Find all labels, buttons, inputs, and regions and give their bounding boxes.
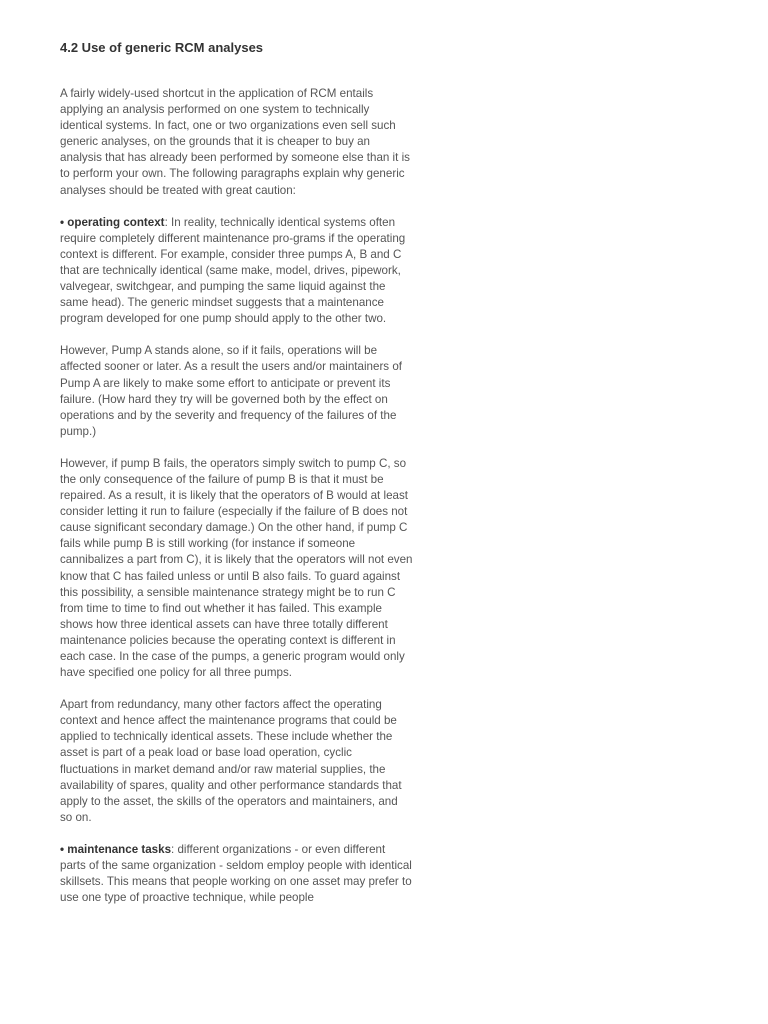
bullet-term-maintenance-tasks: • maintenance tasks <box>60 842 172 856</box>
paragraph-text: However, Pump A stands alone, so if it fails, operations will be affected sooner or later. As a result the users and/or maintainers of Pump A are likely to make some effort to anticipate or prevent its failure. (How hard they try will be governed both by the effect on operations and by the severity and frequency of the failures of the pump.) <box>60 344 402 438</box>
paragraph-operating-context <box>60 215 413 328</box>
paragraph-text: : different organizations - or even different parts of the same organization - seldom employ people with identical skillsets. This means that people working on one asset may prefer to use one type of proactive technique, while people <box>60 842 412 905</box>
paragraph-text: : In reality, technically identical systems often require completely different maintenance pro-grams if the operating context is different. For example, consider three pumps A, B and C that are technically identical (same make, model, drives, pipework, valvegear, switchgear, and pumping the same liquid against the same head). The generic mindset suggests that a maintenance program developed for one pump should apply to the other two. <box>60 215 406 326</box>
paragraph-redundancy <box>60 697 413 826</box>
paragraph-text: Apart from redundancy, many other factors affect the operating context and hence affect the maintenance programs that could be applied to technically identical assets. These include whether the asset is part of a peak load or base load operation, cyclic fluctuations in market demand and/or raw material supplies, the availability of spares, quality and other performance standards that apply to the asset, the skills of the operators and maintainers, and so on. <box>60 698 402 824</box>
bullet-term-operating-context: • operating context <box>60 215 165 229</box>
paragraph-pump-a <box>60 343 413 440</box>
paragraph-maintenance-tasks <box>60 842 413 906</box>
paragraph-text: However, if pump B fails, the operators simply switch to pump C, so the only consequence of the failure of pump B is that it must be repaired. As a result, it is likely that the operators of B would at least consider letting it run to failure (especially if the failure of B does not cause significant secondary damage.) On the other hand, if pump C fails while pump B is still working (for instance if someone cannibalizes a part from C), it is likely that the operators will not even know that C has failed unless or until B also fails. To guard against this possibility, a sensible maintenance strategy might be to run C from time to time to find out whether it has failed. This example shows how three identical assets can have three totally different maintenance policies because the operating context is different in each case. In the case of the pumps, a generic program would only have specified one policy for all three pumps. <box>60 456 413 680</box>
document-body <box>60 40 413 928</box>
paragraph-text: A fairly widely-used shortcut in the application of RCM entails applying an analysis performed on one system to technically identical systems. In fact, one or two organizations even sell such generic analyses, on the grounds that it is cheaper to buy an analysis that has already been performed by someone else than it is to perform your own. The following paragraphs explain why generic analyses should be treated with great caution: <box>60 87 410 197</box>
paragraph-pump-b <box>60 456 413 681</box>
section-heading: 4.2 Use of generic RCM analyses <box>60 40 264 55</box>
paragraph-intro <box>60 86 413 199</box>
